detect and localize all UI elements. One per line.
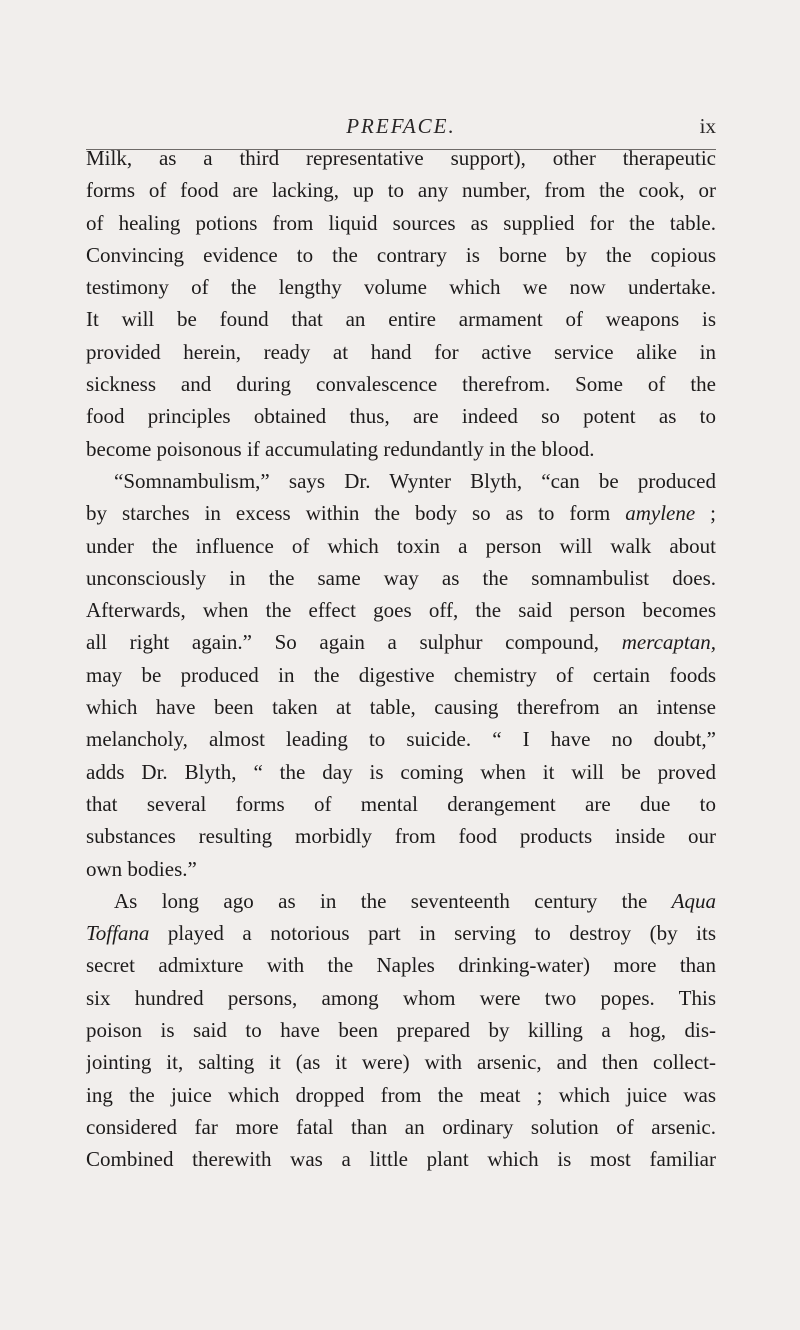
text-line: under the influence of which toxin a person will walk about bbox=[86, 533, 716, 558]
text-line: Toffana played a notorious part in serving to destroy (by its bbox=[86, 921, 716, 946]
text-line: own bodies.” bbox=[86, 856, 197, 881]
italic-term: mercaptan, bbox=[621, 630, 716, 655]
text-line: all right again.” So again a sulphur compound, mercaptan, bbox=[86, 630, 716, 655]
text-line: unconsciously in the same way as the somnambulist does. bbox=[86, 565, 716, 590]
text-line: provided herein, ready at hand for active service alike in bbox=[86, 339, 716, 364]
text-line: that several forms of mental derangement are due to bbox=[86, 791, 716, 816]
page-title: PREFACE. bbox=[346, 114, 456, 138]
text-line: six hundred persons, among whom were two popes. This bbox=[86, 985, 716, 1010]
text-line: considered far more fatal than an ordinary solution of arsenic. bbox=[86, 1114, 716, 1139]
italic-term: Aqua bbox=[671, 888, 716, 913]
text-line: Afterwards, when the effect goes off, the said person becomes bbox=[86, 598, 716, 623]
text-line: of healing potions from liquid sources as supplied for the table. bbox=[86, 210, 716, 235]
text-line: Milk, as a third representative support), other therapeutic bbox=[86, 146, 716, 170]
text-line: become poisonous if accumulating redundantly in the blood. bbox=[86, 436, 595, 461]
text-line: Combined therewith was a little plant which is most familiar bbox=[86, 1147, 716, 1172]
text-line: which have been taken at table, causing therefrom an intense bbox=[86, 695, 716, 720]
body-text bbox=[86, 142, 716, 1176]
italic-term: amylene bbox=[625, 501, 696, 526]
running-header bbox=[86, 100, 716, 144]
text-line: ing the juice which dropped from the meat ; which juice was bbox=[86, 1082, 716, 1107]
text-line: jointing it, salting it (as it were) with arsenic, and then collect- bbox=[86, 1050, 716, 1075]
text-line: sickness and during convalescence therefrom. Some of the bbox=[86, 372, 716, 397]
text-line: As long ago as in the seventeenth century the Aqua bbox=[114, 888, 716, 913]
text-line: poison is said to have been prepared by killing a hog, dis- bbox=[86, 1018, 716, 1043]
text-line: may be produced in the digestive chemistry of certain foods bbox=[86, 662, 716, 687]
text-line: by starches in excess within the body so as to form amylene ; bbox=[86, 501, 716, 526]
page-number: ix bbox=[699, 114, 716, 138]
text-line: testimony of the lengthy volume which we now undertake. bbox=[86, 275, 716, 300]
text-line: food principles obtained thus, are indeed so potent as to bbox=[86, 404, 716, 429]
text-line: melancholy, almost leading to suicide. “ I have no doubt,” bbox=[86, 727, 716, 752]
text-line: adds Dr. Blyth, “ the day is coming when it will be proved bbox=[86, 759, 716, 784]
text-line: secret admixture with the Naples drinking-water) more than bbox=[86, 953, 716, 978]
italic-term: Toffana bbox=[86, 921, 150, 946]
text-line: Convincing evidence to the contrary is borne by the copious bbox=[86, 242, 716, 267]
text-line: forms of food are lacking, up to any number, from the cook, or bbox=[86, 178, 716, 203]
text-line: It will be found that an entire armament of weapons is bbox=[86, 307, 716, 332]
text-line: substances resulting morbidly from food products inside our bbox=[86, 824, 716, 849]
text-line: “Somnambulism,” says Dr. Wynter Blyth, “can be produced bbox=[114, 468, 716, 493]
